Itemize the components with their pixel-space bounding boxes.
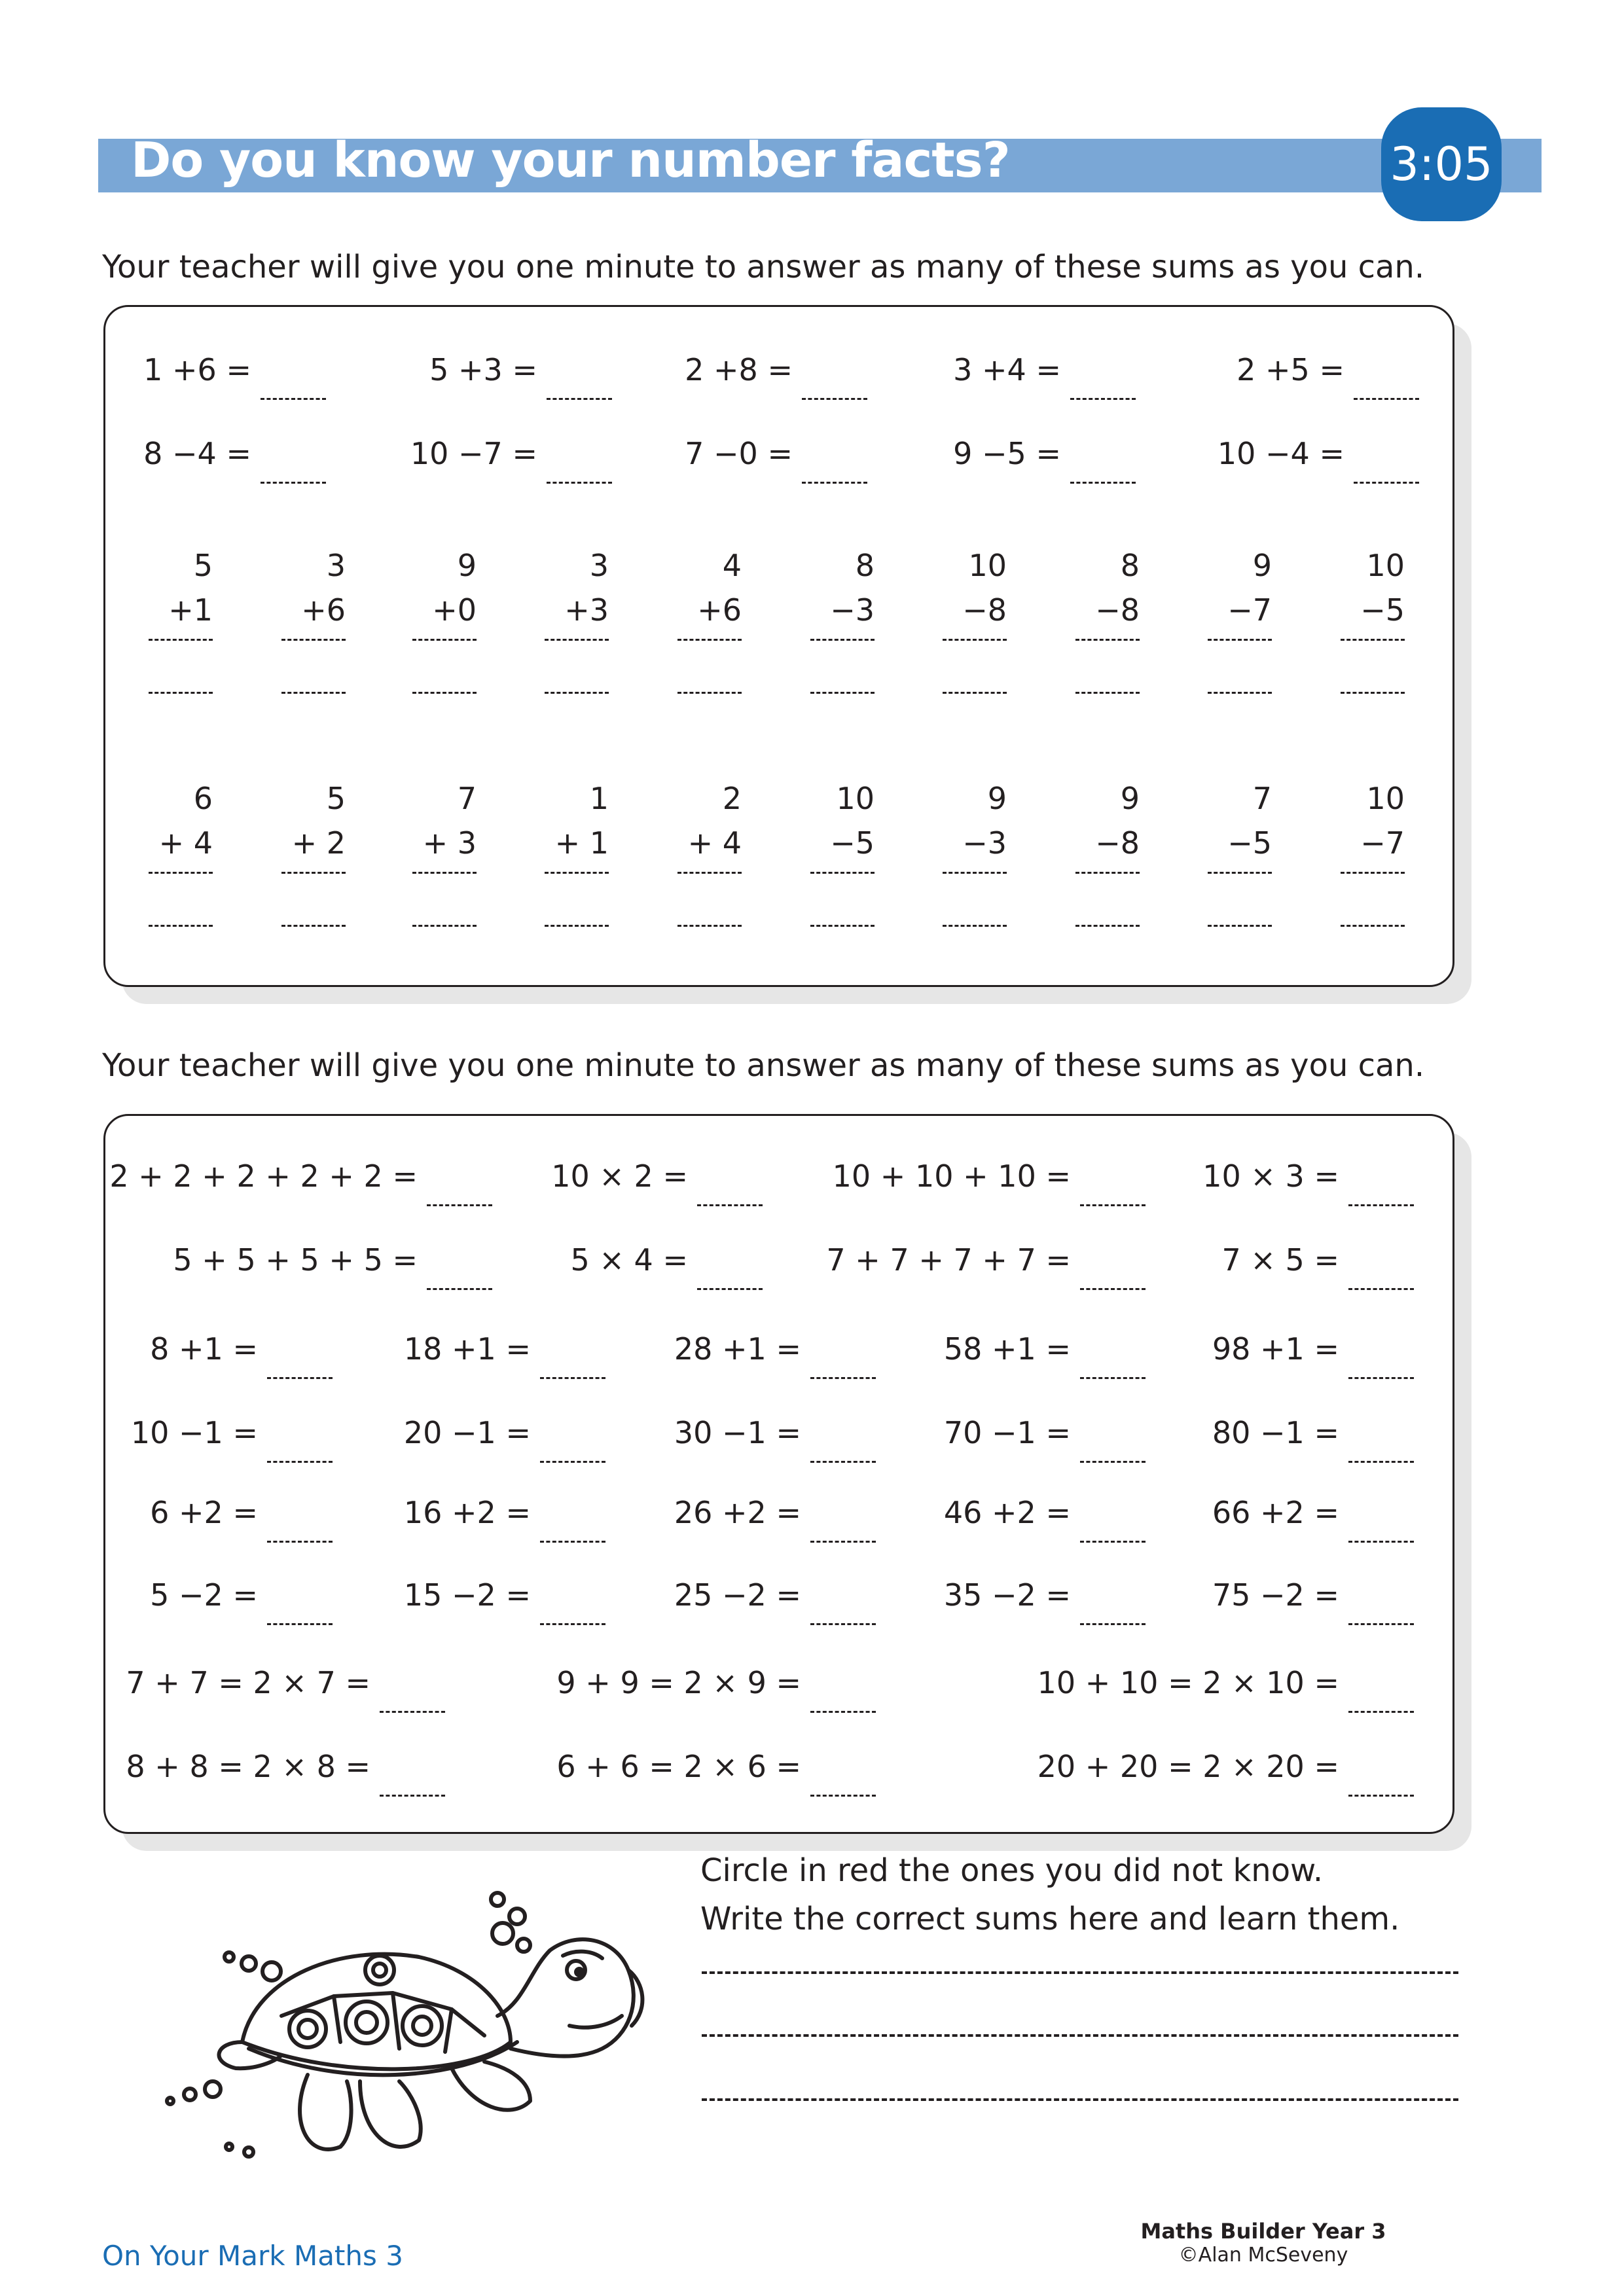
answer-line[interactable] bbox=[702, 2034, 1458, 2037]
vertical-top-number: 8 bbox=[855, 548, 875, 583]
vertical-sum bbox=[1055, 776, 1140, 927]
vertical-top-number: 5 bbox=[326, 781, 346, 816]
sum-text: 10 + 10 + 10 = bbox=[832, 1158, 1071, 1194]
copyright: ©Alan McSeveny bbox=[1178, 2244, 1348, 2267]
sum-item bbox=[429, 352, 612, 400]
answer-blank[interactable] bbox=[810, 1604, 876, 1625]
book-credit bbox=[1139, 2219, 1388, 2267]
vertical-sum bbox=[1320, 776, 1405, 927]
vertical-sum bbox=[391, 776, 477, 927]
sum-item bbox=[826, 1242, 1146, 1290]
sum-text: 10 −1 = bbox=[130, 1415, 258, 1450]
review-line-1: Circle in red the ones you did not know. bbox=[700, 1852, 1324, 1889]
answer-blank[interactable] bbox=[267, 1604, 333, 1625]
vertical-top-number: 9 bbox=[457, 548, 477, 583]
answer-blank[interactable] bbox=[1348, 1691, 1414, 1713]
sum-item bbox=[1236, 352, 1419, 400]
sum-text: 8 +1 = bbox=[150, 1331, 258, 1367]
sum-item bbox=[1038, 1749, 1414, 1797]
sum-line bbox=[943, 632, 1007, 641]
answer-blank[interactable] bbox=[810, 1441, 876, 1463]
sum-item bbox=[404, 1577, 605, 1625]
answer-blank[interactable] bbox=[1080, 1268, 1146, 1290]
sum-item bbox=[143, 352, 326, 400]
vertical-bottom-number: +0 bbox=[432, 592, 477, 628]
book-title: Maths Builder Year 3 bbox=[1140, 2219, 1386, 2244]
sum-text: 80 −1 = bbox=[1212, 1415, 1339, 1450]
sum-line bbox=[545, 865, 609, 874]
vertical-sum bbox=[789, 776, 875, 927]
sum-line bbox=[412, 632, 477, 641]
answer-blank[interactable] bbox=[1348, 1521, 1414, 1543]
answer-blank[interactable] bbox=[281, 874, 346, 927]
vertical-sum bbox=[524, 543, 609, 694]
answer-blank[interactable] bbox=[1080, 1185, 1146, 1206]
sum-item bbox=[944, 1415, 1146, 1463]
answer-blank[interactable] bbox=[1354, 378, 1419, 400]
sum-line bbox=[677, 865, 742, 874]
sum-item bbox=[404, 1495, 605, 1543]
answer-blank[interactable] bbox=[267, 1521, 333, 1543]
answer-line[interactable] bbox=[702, 1971, 1458, 1974]
vertical-top-number: 3 bbox=[326, 548, 346, 583]
vertical-top-number: 2 bbox=[722, 781, 742, 816]
sum-item bbox=[556, 1749, 876, 1797]
vertical-sum bbox=[1187, 543, 1272, 694]
sum-item bbox=[1218, 436, 1419, 484]
sum-line bbox=[281, 865, 346, 874]
vertical-top-number: 10 bbox=[968, 548, 1007, 583]
sum-item bbox=[109, 1158, 492, 1206]
sum-line bbox=[149, 632, 213, 641]
answer-blank[interactable] bbox=[802, 378, 867, 400]
answer-blank[interactable] bbox=[547, 378, 612, 400]
answer-blank[interactable] bbox=[545, 874, 609, 927]
sum-text: 3 +4 = bbox=[953, 352, 1061, 387]
answer-blank[interactable] bbox=[1341, 874, 1405, 927]
sum-text: 5 + 5 + 5 + 5 = bbox=[173, 1242, 418, 1278]
sum-item bbox=[1212, 1577, 1414, 1625]
answer-blank[interactable] bbox=[810, 1775, 876, 1797]
answer-blank[interactable] bbox=[677, 641, 742, 694]
answer-blank[interactable] bbox=[1348, 1357, 1414, 1379]
vertical-bottom-number: −3 bbox=[830, 592, 875, 628]
answer-blank[interactable] bbox=[1080, 1604, 1146, 1625]
sum-text: 18 +1 = bbox=[403, 1331, 531, 1367]
sum-item bbox=[143, 436, 326, 484]
sum-item bbox=[150, 1495, 333, 1543]
sum-text: 7 + 7 = 2 × 7 = bbox=[126, 1665, 370, 1700]
sum-item bbox=[571, 1242, 763, 1290]
sum-item bbox=[674, 1415, 876, 1463]
vertical-bottom-number: +6 bbox=[301, 592, 346, 628]
answer-blank[interactable] bbox=[810, 1691, 876, 1713]
vertical-top-number: 7 bbox=[1252, 781, 1272, 816]
vertical-sum bbox=[128, 543, 213, 694]
vertical-sum bbox=[524, 776, 609, 927]
answer-line[interactable] bbox=[702, 2098, 1458, 2101]
sum-item bbox=[953, 436, 1136, 484]
answer-blank[interactable] bbox=[380, 1775, 445, 1797]
vertical-bottom-number: + 4 bbox=[687, 825, 742, 861]
vertical-top-number: 5 bbox=[193, 548, 213, 583]
answer-blank[interactable] bbox=[810, 1521, 876, 1543]
answer-blank[interactable] bbox=[1348, 1268, 1414, 1290]
answer-blank[interactable] bbox=[943, 874, 1007, 927]
sum-text: 2 +5 = bbox=[1236, 352, 1344, 387]
vertical-bottom-number: +3 bbox=[564, 592, 609, 628]
answer-blank[interactable] bbox=[1341, 641, 1405, 694]
sum-item bbox=[1212, 1495, 1414, 1543]
vertical-bottom-number: + 4 bbox=[158, 825, 213, 861]
sum-item bbox=[953, 352, 1136, 400]
sum-text: 26 +2 = bbox=[674, 1495, 801, 1530]
answer-blank[interactable] bbox=[540, 1521, 605, 1543]
section2-instruction: Your teacher will give you one minute to answer as many of these sums as you can. bbox=[102, 1047, 1425, 1084]
vertical-top-number: 10 bbox=[1366, 548, 1405, 583]
answer-blank[interactable] bbox=[1080, 1521, 1146, 1543]
sum-text: 35 −2 = bbox=[943, 1577, 1071, 1613]
sum-item bbox=[685, 436, 867, 484]
vertical-sum bbox=[922, 776, 1007, 927]
vertical-bottom-number: + 2 bbox=[291, 825, 346, 861]
sum-text: 46 +2 = bbox=[943, 1495, 1071, 1530]
sum-text: 20 + 20 = 2 × 20 = bbox=[1037, 1749, 1339, 1784]
answer-blank[interactable] bbox=[412, 874, 477, 927]
sum-text: 10 × 3 = bbox=[1202, 1158, 1339, 1194]
answer-blank[interactable] bbox=[1070, 462, 1136, 484]
answer-blank[interactable] bbox=[1080, 1441, 1146, 1463]
answer-blank[interactable] bbox=[810, 1357, 876, 1379]
sum-item bbox=[1222, 1242, 1415, 1290]
vertical-bottom-number: −7 bbox=[1360, 825, 1405, 861]
sum-line bbox=[149, 865, 213, 874]
section1-instruction: Your teacher will give you one minute to answer as many of these sums as you can. bbox=[102, 249, 1425, 285]
sum-text: 2 + 2 + 2 + 2 + 2 = bbox=[109, 1158, 418, 1194]
answer-blank[interactable] bbox=[540, 1357, 605, 1379]
answer-blank[interactable] bbox=[1208, 641, 1272, 694]
sum-line bbox=[412, 865, 477, 874]
vertical-sum bbox=[128, 776, 213, 927]
sum-item bbox=[551, 1158, 763, 1206]
sum-text: 10 −4 = bbox=[1217, 436, 1344, 471]
sum-text: 7 −0 = bbox=[685, 436, 793, 471]
vertical-bottom-number: −3 bbox=[962, 825, 1007, 861]
vertical-top-number: 4 bbox=[722, 548, 742, 583]
answer-blank[interactable] bbox=[697, 1185, 763, 1206]
sum-item bbox=[410, 436, 612, 484]
answer-blank[interactable] bbox=[810, 874, 875, 927]
sum-text: 16 +2 = bbox=[403, 1495, 531, 1530]
vertical-top-number: 1 bbox=[589, 781, 609, 816]
answer-blank[interactable] bbox=[1348, 1441, 1414, 1463]
vertical-top-number: 3 bbox=[589, 548, 609, 583]
sum-text: 5 × 4 = bbox=[570, 1242, 688, 1278]
sum-line bbox=[1075, 632, 1140, 641]
sum-line bbox=[1341, 865, 1405, 874]
answer-blank[interactable] bbox=[1070, 378, 1136, 400]
vertical-top-number: 9 bbox=[1120, 781, 1140, 816]
sum-item bbox=[404, 1415, 605, 1463]
answer-blank[interactable] bbox=[1348, 1604, 1414, 1625]
vertical-top-number: 9 bbox=[1252, 548, 1272, 583]
sum-text: 30 −1 = bbox=[674, 1415, 801, 1450]
answer-blank[interactable] bbox=[1075, 641, 1140, 694]
vertical-bottom-number: −5 bbox=[1227, 825, 1272, 861]
sum-item bbox=[1212, 1331, 1414, 1379]
vertical-bottom-number: +1 bbox=[168, 592, 213, 628]
answer-blank[interactable] bbox=[267, 1441, 333, 1463]
answer-blank[interactable] bbox=[281, 641, 346, 694]
sum-item bbox=[150, 1577, 333, 1625]
vertical-bottom-number: +6 bbox=[697, 592, 742, 628]
answer-blank[interactable] bbox=[540, 1441, 605, 1463]
vertical-sum bbox=[1055, 543, 1140, 694]
sum-line bbox=[810, 632, 875, 641]
sum-text: 8 + 8 = 2 × 8 = bbox=[126, 1749, 370, 1784]
sum-line bbox=[1341, 632, 1405, 641]
sum-text: 20 −1 = bbox=[403, 1415, 531, 1450]
vertical-top-number: 10 bbox=[1366, 781, 1405, 816]
sum-item bbox=[131, 1415, 333, 1463]
series-title: On Your Mark Maths 3 bbox=[102, 2240, 403, 2272]
sum-text: 7 + 7 + 7 + 7 = bbox=[826, 1242, 1071, 1278]
vertical-top-number: 9 bbox=[987, 781, 1007, 816]
vertical-bottom-number: + 1 bbox=[554, 825, 609, 861]
vertical-top-number: 6 bbox=[193, 781, 213, 816]
sum-item bbox=[685, 352, 867, 400]
sum-text: 6 +2 = bbox=[150, 1495, 258, 1530]
sum-text: 6 + 6 = 2 × 6 = bbox=[556, 1749, 801, 1784]
answer-blank[interactable] bbox=[677, 874, 742, 927]
vertical-sum bbox=[657, 543, 742, 694]
answer-blank[interactable] bbox=[1348, 1775, 1414, 1797]
sum-text: 58 +1 = bbox=[943, 1331, 1071, 1367]
sum-text: 75 −2 = bbox=[1212, 1577, 1339, 1613]
sum-item bbox=[404, 1331, 605, 1379]
vertical-top-number: 8 bbox=[1120, 548, 1140, 583]
sum-text: 1 +6 = bbox=[143, 352, 251, 387]
sum-text: 8 −4 = bbox=[143, 436, 251, 471]
vertical-bottom-number: −7 bbox=[1227, 592, 1272, 628]
sum-line bbox=[281, 632, 346, 641]
answer-blank[interactable] bbox=[810, 641, 875, 694]
answer-blank[interactable] bbox=[1208, 874, 1272, 927]
sum-text: 66 +2 = bbox=[1212, 1495, 1339, 1530]
vertical-bottom-number: + 3 bbox=[422, 825, 477, 861]
sum-item bbox=[556, 1665, 876, 1713]
sum-line bbox=[1075, 865, 1140, 874]
page-title: Do you know your number facts? bbox=[131, 132, 1010, 188]
sum-text: 70 −1 = bbox=[943, 1415, 1071, 1450]
answer-blank[interactable] bbox=[261, 462, 326, 484]
sum-text: 10 + 10 = 2 × 10 = bbox=[1037, 1665, 1339, 1700]
review-line-2: Write the correct sums here and learn them. bbox=[700, 1901, 1400, 1937]
sum-text: 9 + 9 = 2 × 9 = bbox=[556, 1665, 801, 1700]
sum-item bbox=[1202, 1158, 1414, 1206]
sum-text: 15 −2 = bbox=[403, 1577, 531, 1613]
sum-line bbox=[677, 632, 742, 641]
sum-line bbox=[943, 865, 1007, 874]
sum-text: 98 +1 = bbox=[1212, 1331, 1339, 1367]
sum-line bbox=[810, 865, 875, 874]
sum-line bbox=[545, 632, 609, 641]
sum-text: 9 −5 = bbox=[953, 436, 1061, 471]
vertical-sum bbox=[1320, 543, 1405, 694]
vertical-sum bbox=[922, 543, 1007, 694]
sum-item bbox=[944, 1331, 1146, 1379]
sum-item bbox=[1212, 1415, 1414, 1463]
sum-item bbox=[944, 1577, 1146, 1625]
answer-blank[interactable] bbox=[1354, 462, 1419, 484]
sum-text: 5 −2 = bbox=[150, 1577, 258, 1613]
page-number-badge: 3:05 bbox=[1381, 107, 1502, 221]
vertical-sum bbox=[1187, 776, 1272, 927]
sum-item bbox=[833, 1158, 1146, 1206]
vertical-sum bbox=[261, 543, 346, 694]
answer-blank[interactable] bbox=[802, 462, 867, 484]
sum-item bbox=[674, 1331, 876, 1379]
answer-blank[interactable] bbox=[1075, 874, 1140, 927]
answer-blank[interactable] bbox=[545, 641, 609, 694]
answer-blank[interactable] bbox=[412, 641, 477, 694]
vertical-top-number: 7 bbox=[457, 781, 477, 816]
sum-item bbox=[944, 1495, 1146, 1543]
vertical-bottom-number: −8 bbox=[962, 592, 1007, 628]
answer-blank[interactable] bbox=[427, 1268, 492, 1290]
answer-blank[interactable] bbox=[149, 641, 213, 694]
sum-item bbox=[674, 1495, 876, 1543]
vertical-top-number: 10 bbox=[836, 781, 875, 816]
answer-blank[interactable] bbox=[547, 462, 612, 484]
answer-blank[interactable] bbox=[267, 1357, 333, 1379]
sum-item bbox=[674, 1577, 876, 1625]
sum-item bbox=[150, 1331, 333, 1379]
vertical-sum bbox=[391, 543, 477, 694]
sum-item bbox=[173, 1242, 492, 1290]
vertical-sum bbox=[789, 543, 875, 694]
sum-text: 10 × 2 = bbox=[551, 1158, 688, 1194]
answer-blank[interactable] bbox=[1080, 1357, 1146, 1379]
vertical-bottom-number: −8 bbox=[1095, 592, 1140, 628]
vertical-sum bbox=[261, 776, 346, 927]
answer-blank[interactable] bbox=[1348, 1185, 1414, 1206]
sum-line bbox=[1208, 632, 1272, 641]
answer-blank[interactable] bbox=[261, 378, 326, 400]
sum-item bbox=[126, 1749, 445, 1797]
answer-blank[interactable] bbox=[697, 1268, 763, 1290]
answer-blank[interactable] bbox=[540, 1604, 605, 1625]
sum-text: 5 +3 = bbox=[429, 352, 537, 387]
facts-box-2 bbox=[103, 1114, 1454, 1834]
answer-blank[interactable] bbox=[380, 1691, 445, 1713]
sum-text: 28 +1 = bbox=[674, 1331, 801, 1367]
turtle-illustration bbox=[144, 1885, 655, 2173]
vertical-bottom-number: −5 bbox=[830, 825, 875, 861]
sum-text: 25 −2 = bbox=[674, 1577, 801, 1613]
sum-item bbox=[126, 1665, 445, 1713]
sum-item bbox=[1038, 1665, 1414, 1713]
answer-blank[interactable] bbox=[943, 641, 1007, 694]
vertical-sum bbox=[657, 776, 742, 927]
sum-line bbox=[1208, 865, 1272, 874]
sum-text: 10 −7 = bbox=[410, 436, 537, 471]
vertical-bottom-number: −5 bbox=[1360, 592, 1405, 628]
sum-text: 2 +8 = bbox=[685, 352, 793, 387]
answer-blank[interactable] bbox=[149, 874, 213, 927]
answer-blank[interactable] bbox=[427, 1185, 492, 1206]
sum-text: 7 × 5 = bbox=[1221, 1242, 1339, 1278]
vertical-bottom-number: −8 bbox=[1095, 825, 1140, 861]
